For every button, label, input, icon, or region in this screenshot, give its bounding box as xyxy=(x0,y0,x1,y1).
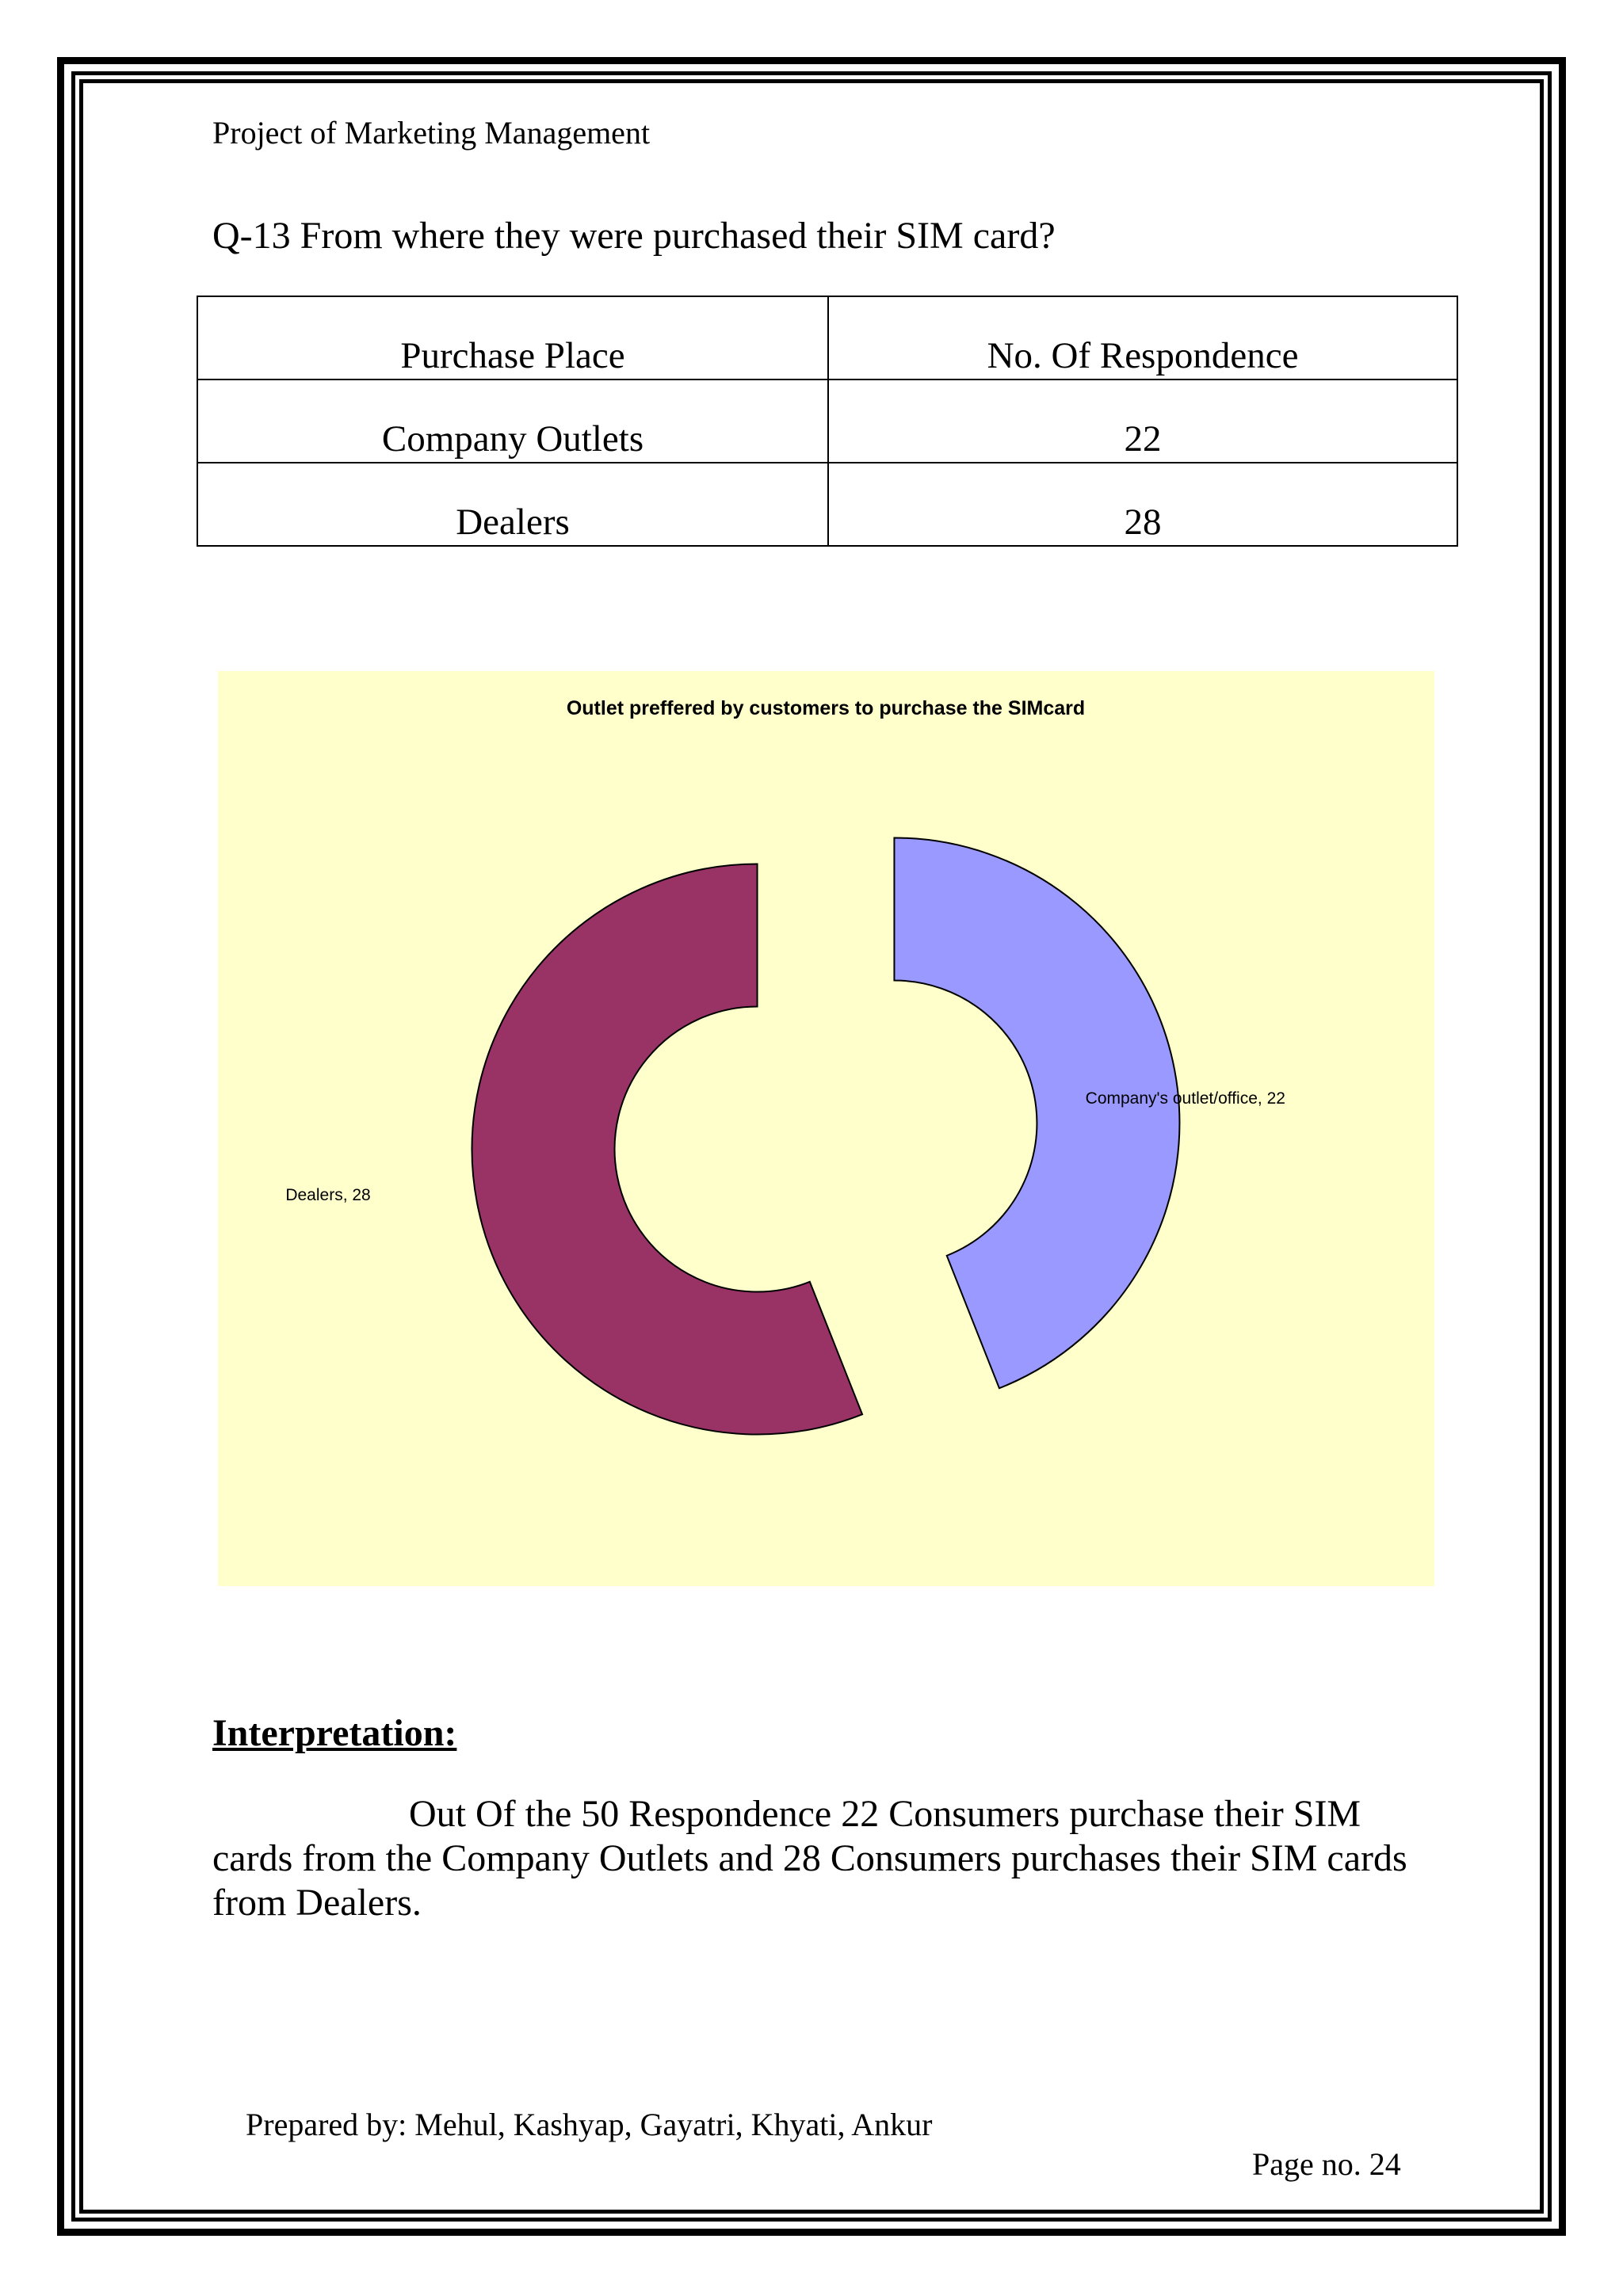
question-heading: Q-13 From where they were purchased their SIM card? xyxy=(212,215,1056,257)
responses-table xyxy=(197,296,1458,547)
table-header-row xyxy=(197,296,1457,379)
table-row xyxy=(197,463,1457,546)
prepared-by: Prepared by: Mehul, Kashyap, Gayatri, Khyati, Ankur xyxy=(246,2107,933,2142)
doughnut-chart xyxy=(218,671,1434,1586)
interpretation-text: Out Of the 50 Respondence 22 Consumers purchase their SIM cards from the Company Outlets and 28 Consumers purchases their SIM cards from Dealers. xyxy=(212,1793,1407,1924)
page-header: Project of Marketing Management xyxy=(212,115,651,151)
chart-background xyxy=(218,671,1434,1586)
slice-data-label: Dealers, 28 xyxy=(285,1186,371,1205)
table-cell: Company Outlets xyxy=(197,379,828,463)
table-cell: 28 xyxy=(828,463,1457,546)
table-header-cell: Purchase Place xyxy=(197,296,828,379)
table-cell: Dealers xyxy=(197,463,828,546)
interpretation-title: Interpretation: xyxy=(212,1712,457,1754)
table-cell: 22 xyxy=(828,379,1457,463)
table-header-cell: No. Of Respondence xyxy=(828,296,1457,379)
slice-data-label: Company's outlet/office, 22 xyxy=(1085,1089,1285,1108)
table-row xyxy=(197,379,1457,463)
chart-title: Outlet preffered by customers to purchase the SIMcard xyxy=(566,697,1086,719)
page-number: Page no. 24 xyxy=(1252,2146,1401,2182)
